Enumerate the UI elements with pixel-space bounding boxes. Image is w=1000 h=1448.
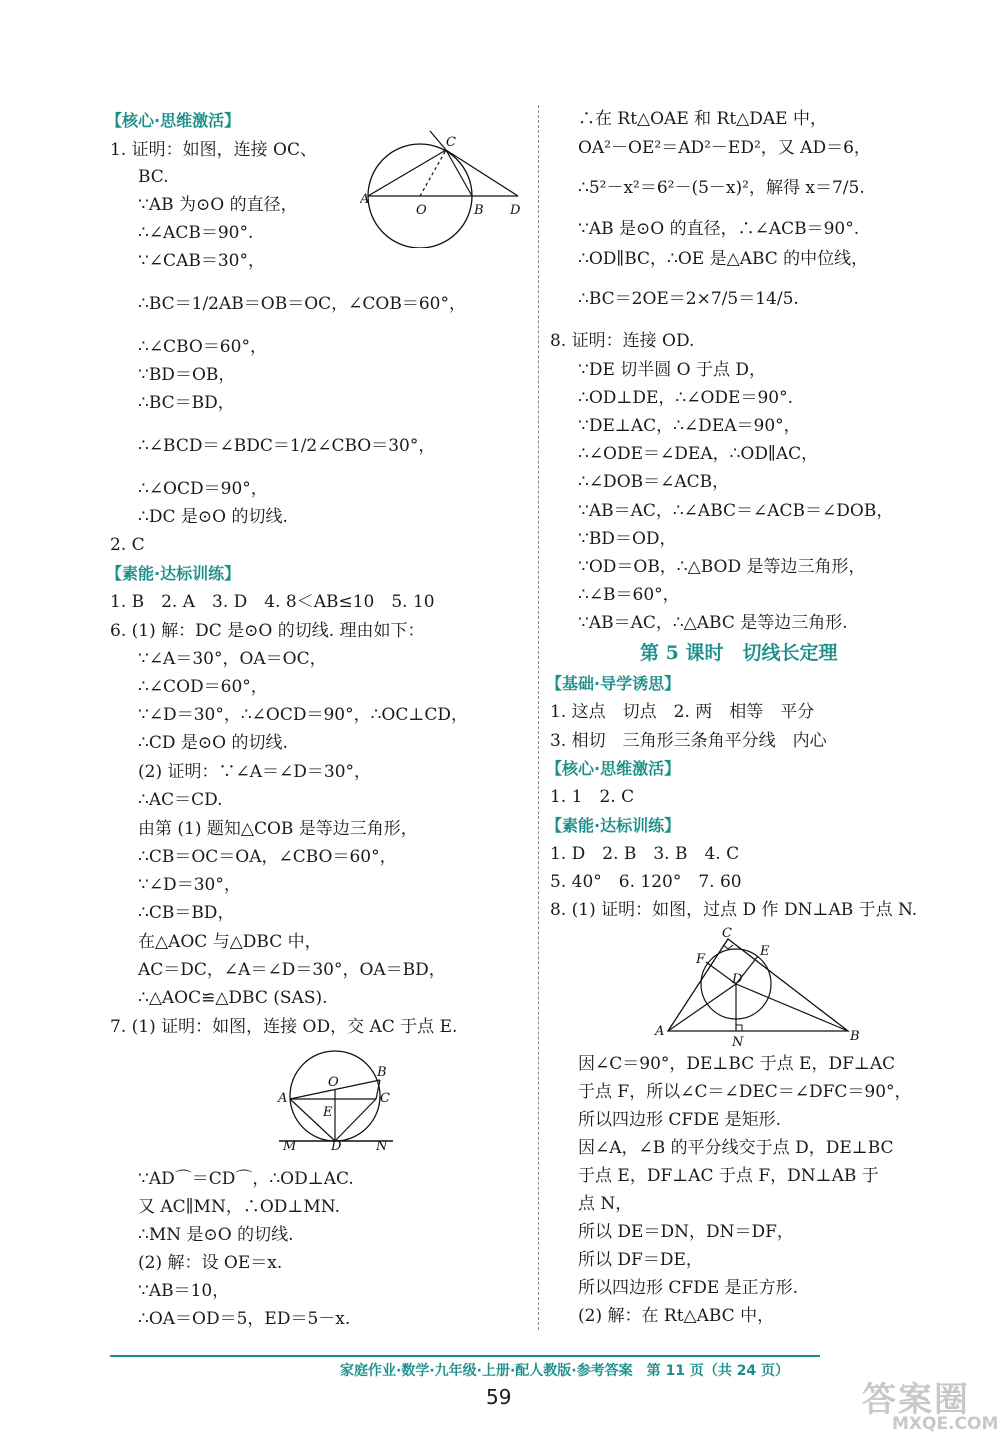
- column-divider: [538, 105, 539, 1330]
- answer-line: ∴CD 是⊙O 的切线.: [138, 733, 288, 753]
- answer-line: ∵BD＝OB，: [138, 365, 236, 385]
- fig2-label-o: O: [328, 1075, 339, 1090]
- fig2-label-e: E: [323, 1105, 333, 1120]
- answer-line: ∴∠DOB＝∠ACB，: [578, 472, 730, 492]
- answer-line: 5. 40° 6. 120° 7. 60: [550, 872, 742, 892]
- answer-line: 所以 DE＝DN，DN＝DF，: [578, 1222, 794, 1242]
- fig3-label-d: D: [732, 972, 743, 987]
- answer-line: 于点 E，DF⊥AC 于点 F，DN⊥AB 于: [578, 1166, 879, 1186]
- fig1-label-c: C: [446, 135, 456, 150]
- answer-line: 所以 DF＝DE，: [578, 1250, 703, 1270]
- answer-line: ∵∠D＝30°，: [138, 875, 241, 895]
- fig2-label-b: B: [377, 1065, 387, 1080]
- answer-line: ∵∠A＝30°，OA＝OC，: [138, 649, 327, 669]
- fig2-label-d: D: [331, 1139, 342, 1150]
- answer-line: 1. D 2. B 3. B 4. C: [550, 844, 740, 864]
- answer-line: AC＝DC，∠A＝∠D＝30°，OA＝BD，: [138, 960, 446, 980]
- fig1-label-o: O: [416, 203, 427, 218]
- answer-line: ∴OD⊥DE，∴∠ODE＝90°.: [578, 388, 793, 408]
- figure-tangent-circle: [360, 128, 530, 248]
- answer-line: 1. 证明：如图，连接 OC、: [110, 140, 317, 160]
- answer-line: ∴OA＝OD＝5，ED＝5－x.: [138, 1309, 351, 1329]
- answer-line: 1. B 2. A 3. D 4. 8＜AB≤10 5. 10: [110, 592, 435, 612]
- section-heading: 【核心·思维激活】: [546, 759, 681, 778]
- fig3-label-e: E: [760, 944, 770, 959]
- fig3-label-c: C: [722, 926, 732, 941]
- answer-line: ∴BC＝BD，: [138, 393, 235, 413]
- figure-circle-mn: [273, 1050, 403, 1150]
- answer-line: ∴AC＝CD.: [138, 790, 223, 810]
- fig1-label-a: A: [360, 192, 370, 207]
- answer-line: (2) 证明：∵∠A＝∠D＝30°，: [138, 762, 372, 782]
- answer-line: ∴BC＝1/2AB＝OB＝OC，∠COB＝60°，: [138, 294, 466, 314]
- fig3-label-f: F: [696, 952, 706, 967]
- answer-line: ∵AB＝10，: [138, 1281, 230, 1301]
- answer-line: 又 AC∥MN，∴OD⊥MN.: [138, 1197, 340, 1217]
- answer-line: 2. C: [110, 535, 145, 555]
- answer-line: ∴DC 是⊙O 的切线.: [138, 507, 288, 527]
- answer-line: BC.: [138, 167, 169, 187]
- answer-line: 因∠A，∠B 的平分线交于点 D，DE⊥BC: [578, 1138, 894, 1158]
- answer-line: ∵AB＝AC，∴∠ABC＝∠ACB＝∠DOB，: [578, 501, 894, 521]
- fig1-label-b: B: [474, 203, 484, 218]
- answer-line: ∵AB 是⊙O 的直径，∴∠ACB＝90°.: [578, 219, 860, 239]
- answer-line: ∵DE⊥AC，∴∠DEA＝90°，: [578, 416, 801, 436]
- answer-line: ∴5²－x²＝6²－(5－x)²，解得 x＝7/5.: [578, 178, 865, 198]
- answer-line: ∵∠CAB＝30°，: [138, 251, 265, 271]
- answer-line: ∵OD＝OB，∴△BOD 是等边三角形，: [578, 557, 866, 577]
- answer-line: 在△AOC 与△DBC 中，: [138, 932, 322, 952]
- answer-line: 因∠C＝90°，DE⊥BC 于点 E，DF⊥AC: [578, 1054, 896, 1074]
- answer-line: 8. (1) 证明：如图，过点 D 作 DN⊥AB 于点 N.: [550, 900, 918, 920]
- watermark-url: MXQE.COM: [892, 1414, 999, 1434]
- answer-line: ∵AB 为⊙O 的直径，: [138, 195, 298, 215]
- answer-line: (2) 解：在 Rt△ABC 中，: [578, 1306, 775, 1326]
- fig1-label-d: D: [510, 203, 521, 218]
- answer-line: 于点 F，所以∠C＝∠DEC＝∠DFC＝90°，: [578, 1082, 912, 1102]
- answer-line: 所以四边形 CFDE 是矩形.: [578, 1110, 782, 1130]
- fig3-label-n: N: [732, 1035, 744, 1050]
- footer-text: 家庭作业·数学·九年级·上册·配人教版·参考答案 第 11 页（共 24 页）: [340, 1363, 790, 1379]
- fig2-label-c: C: [380, 1091, 390, 1106]
- answer-line: ∵∠D＝30°，∴∠OCD＝90°，∴OC⊥CD，: [138, 705, 468, 725]
- section-heading: 【素能·达标训练】: [546, 816, 681, 835]
- answer-line: ∵BD＝OD，: [578, 529, 677, 549]
- answer-line: ∴∠ACB＝90°.: [138, 223, 254, 243]
- answer-line: 6. (1) 解：DC 是⊙O 的切线. 理由如下：: [110, 621, 425, 641]
- answer-line: ∴∠COD＝60°，: [138, 677, 268, 697]
- lesson-title: 第 5 课时 切线长定理: [640, 642, 838, 664]
- section-heading: 【核心·思维激活】: [106, 111, 241, 130]
- answer-line: ∴OD∥BC，∴OE 是△ABC 的中位线，: [578, 249, 869, 269]
- answer-line: ∴∠BCD＝∠BDC＝1/2∠CBO＝30°，: [138, 436, 436, 456]
- answer-line: 由第 (1) 题知△COB 是等边三角形，: [138, 819, 418, 839]
- answer-line: ∴MN 是⊙O 的切线.: [138, 1225, 294, 1245]
- answer-line: 点 N，: [578, 1194, 633, 1214]
- answer-line: ∵AB＝AC，∴△ABC 是等边三角形.: [578, 613, 848, 633]
- answer-line: 1. 这点 切点 2. 两 相等 平分: [550, 702, 815, 722]
- answer-line: ∴∠CBO＝60°，: [138, 337, 267, 357]
- fig2-label-a: A: [278, 1091, 288, 1106]
- section-heading: 【素能·达标训练】: [106, 564, 241, 583]
- answer-line: 7. (1) 证明：如图，连接 OD，交 AC 于点 E.: [110, 1017, 458, 1037]
- answer-line: ∴△AOC≌△DBC (SAS).: [138, 988, 328, 1008]
- section-heading: 【基础·导学诱思】: [546, 674, 681, 693]
- answer-line: 1. 1 2. C: [550, 787, 635, 807]
- answer-line: 8. 证明：连接 OD.: [550, 331, 695, 351]
- answer-line: 所以四边形 CFDE 是正方形.: [578, 1278, 799, 1298]
- watermark-logo: 答案圈: [862, 1380, 970, 1420]
- answer-line: ∵DE 切半圆 O 于点 D，: [578, 360, 767, 380]
- fig2-label-n: N: [376, 1139, 388, 1150]
- answer-line: ∴CB＝OC＝OA，∠CBO＝60°，: [138, 847, 397, 867]
- fig3-label-a: A: [655, 1024, 665, 1039]
- answer-line: OA²－OE²＝AD²－ED²，又 AD＝6，: [578, 138, 871, 158]
- answer-line: (2) 解：设 OE＝x.: [138, 1253, 283, 1273]
- page-number: 59: [486, 1385, 512, 1409]
- answer-line: ∵AD⌒＝CD⌒，∴OD⊥AC.: [138, 1169, 354, 1189]
- fig2-label-m: M: [283, 1139, 297, 1150]
- answer-line: ∴CB＝BD，: [138, 903, 235, 923]
- answer-line: ∴∠ODE＝∠DEA，∴OD∥AC，: [578, 444, 819, 464]
- answer-line: ∴∠OCD＝90°，: [138, 479, 268, 499]
- answer-line: ∴∠B＝60°，: [578, 585, 680, 605]
- answer-line: ∴BC＝2OE＝2×7/5＝14/5.: [578, 289, 799, 309]
- figure-incircle-triangle: [650, 925, 870, 1050]
- answer-line: 3. 相切 三角形三条角平分线 内心: [550, 731, 827, 751]
- fig3-label-b: B: [850, 1029, 860, 1044]
- footer-rule: [110, 1355, 820, 1357]
- answer-line: ∴在 Rt△OAE 和 Rt△DAE 中，: [578, 109, 827, 129]
